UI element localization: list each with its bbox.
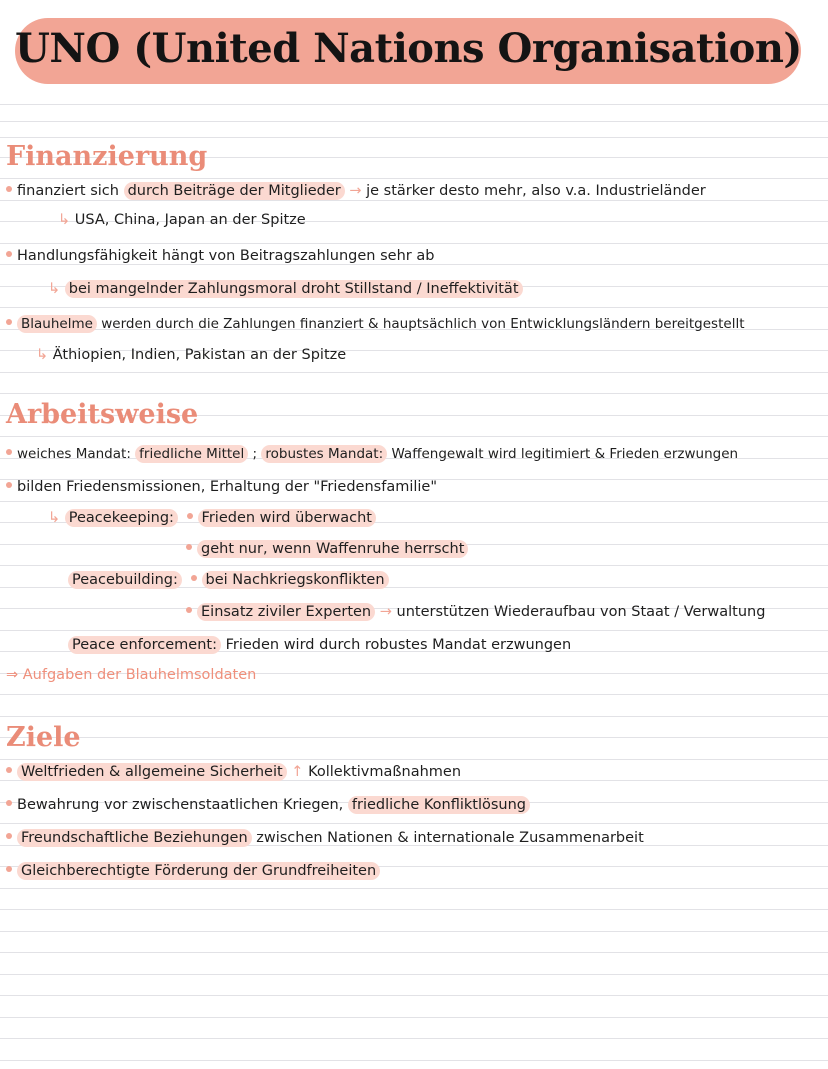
- ziele-line-4: Gleichberechtigte Förderung der Grundfreiheiten: [6, 863, 380, 879]
- bullet-icon: [6, 833, 12, 839]
- ziele-line-3: Freundschaftliche Beziehungen zwischen Nationen & internationale Zusammenarbeit: [6, 830, 644, 846]
- bullet-icon: [6, 800, 12, 806]
- arrow-turn-icon: ↳: [36, 347, 49, 363]
- arbeitsweise-line-1: weiches Mandat: friedliche Mittel ; robustes Mandat: Waffengewalt wird legitimiert & Frieden erzwungen: [6, 446, 738, 462]
- arrow-right-icon: →: [349, 183, 362, 199]
- bullet-icon: [186, 544, 192, 550]
- bullet-icon: [6, 186, 12, 192]
- bullet-icon: [191, 575, 197, 581]
- bullet-icon: [6, 866, 12, 872]
- section-heading-ziele: Ziele: [6, 722, 81, 753]
- bullet-icon: [6, 449, 12, 455]
- ziele-line-1: Weltfrieden & allgemeine Sicherheit ↑ Kollektivmaßnahmen: [6, 764, 461, 780]
- double-arrow-icon: ⇒: [6, 667, 19, 683]
- bullet-icon: [6, 767, 12, 773]
- arrow-turn-icon: ↳: [48, 281, 61, 297]
- bullet-icon: [6, 482, 12, 488]
- arrow-turn-icon: ↳: [58, 212, 71, 228]
- ziele-line-2: Bewahrung vor zwischenstaatlichen Kriegen, friedliche Konfliktlösung: [6, 797, 530, 813]
- finanzierung-line-6: ↳ Äthiopien, Indien, Pakistan an der Spitze: [36, 347, 347, 363]
- arrow-right-icon: →: [379, 604, 392, 620]
- section-heading-arbeitsweise: Arbeitsweise: [6, 399, 199, 430]
- peacekeeping-line-1: ↳ Peacekeeping: Frieden wird überwacht: [48, 510, 376, 526]
- page-title: UNO (United Nations Organisation): [15, 25, 802, 72]
- peacebuilding-line-2: Einsatz ziviler Experten → unterstützen Wiederaufbau von Staat / Verwaltung: [186, 604, 765, 620]
- finanzierung-line-5: Blauhelme werden durch die Zahlungen finanziert & hauptsächlich von Entwicklungsländern bereitgestellt: [6, 316, 745, 332]
- arbeitsweise-line-2: bilden Friedensmissionen, Erhaltung der "Friedensfamilie": [6, 479, 437, 495]
- finanzierung-line-4: ↳ bei mangelnder Zahlungsmoral droht Stillstand / Ineffektivität: [48, 281, 523, 297]
- finanzierung-line-1: finanziert sich durch Beiträge der Mitglieder → je stärker desto mehr, also v.a. Industrieländer: [6, 183, 706, 199]
- peacebuilding-line-1: Peacebuilding: bei Nachkriegskonflikten: [68, 572, 389, 588]
- bullet-icon: [6, 251, 12, 257]
- peacekeeping-line-2: geht nur, wenn Waffenruhe herrscht: [186, 541, 468, 557]
- arbeitsweise-conclusion: ⇒ Aufgaben der Blauhelmsoldaten: [6, 667, 257, 683]
- bullet-icon: [187, 513, 193, 519]
- arrow-up-icon: ↑: [291, 764, 304, 780]
- bullet-icon: [186, 607, 192, 613]
- finanzierung-line-3: Handlungsfähigkeit hängt von Beitragszahlungen sehr ab: [6, 248, 434, 264]
- bullet-icon: [6, 319, 12, 325]
- arrow-turn-icon: ↳: [48, 510, 61, 526]
- finanzierung-line-2: ↳ USA, China, Japan an der Spitze: [58, 212, 306, 228]
- section-heading-finanzierung: Finanzierung: [6, 141, 208, 172]
- enforcement-line: Peace enforcement: Frieden wird durch robustes Mandat erzwungen: [68, 637, 571, 653]
